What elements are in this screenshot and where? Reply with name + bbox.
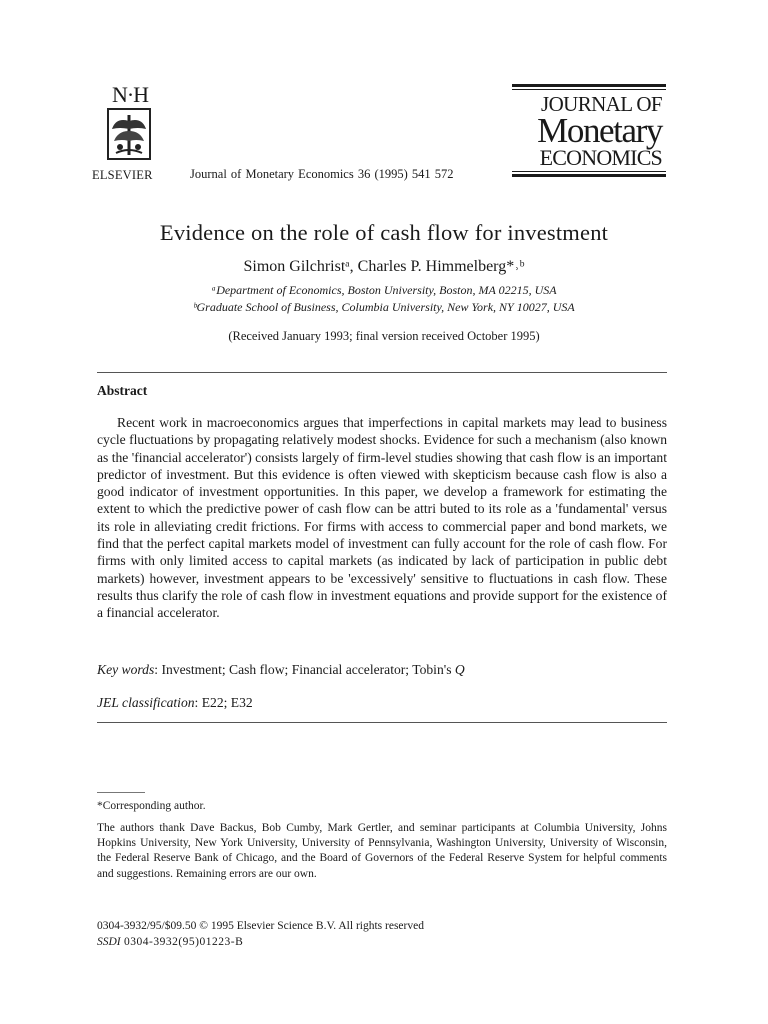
divider-top <box>97 372 667 373</box>
jel-codes: : E22; E32 <box>194 695 253 710</box>
ssdi-line <box>97 936 243 948</box>
journal-brand <box>512 84 666 177</box>
journal-citation: Journal of Monetary Economics 36 (1995) 541 572 <box>190 167 454 181</box>
jel-line <box>97 695 253 711</box>
abstract-body: Recent work in macroeconomics argues that imperfections in capital markets may lead to business cycle fluctuations by propagating relatively modest shocks. Evidence for such a mechanism (also known as the 'financial accelerator') consists largely of firm-level studies showing that cash flow is an important predictor of investment. But this evidence is often viewed with skepticism because cash flow is also a good indicator of investment opportunities. In this paper, we develop a framework for estimating the extent to which the predictive power of cash flow can be attri buted to its role as a 'fundamental' versus its role in alleviating credit frictions. For firms with access to commercial paper and bond markets, we find that the perfect capital markets model of investment can fully account for the role of cash flow. For firms with only limited access to capital markets (as indicated by lack of participation in public debt markets) however, investment appears to be 'excessively' sensitive to fluctuations in cash flow. These results thus clarify the role of cash flow in investment equations and provide support for the existence of a financial accelerator. <box>97 415 667 621</box>
copyright-line: 0304-3932/95/$09.50 © 1995 Elsevier Science B.V. All rights reserved <box>97 920 424 932</box>
tree-emblem-icon <box>106 107 152 161</box>
footnote-rule <box>97 792 145 793</box>
brand-line-economics: ECONOMICS <box>539 145 662 170</box>
jel-label: JEL classification <box>97 695 195 710</box>
brand-rule-bottom-thin <box>512 171 666 172</box>
brand-line-monetary: Monetary <box>537 111 662 150</box>
affiliation-columbia: ᵇGraduate School of Business, Columbia University, New York, NY 10027, USA <box>193 300 575 314</box>
brand-line-journal-of: JOURNAL OF <box>541 92 662 116</box>
keywords-q: Q <box>454 662 465 677</box>
brand-rule-top-thin <box>512 89 666 90</box>
received-dates: (Received January 1993; final version received October 1995) <box>228 329 540 343</box>
divider-bottom <box>97 722 667 723</box>
footnote-corresponding: *Corresponding author. <box>97 800 206 812</box>
author-line: Simon Gilchristᵃ, Charles P. Himmelberg*˒ᵇ <box>243 258 525 275</box>
affiliation-boston: ᵃDepartment of Economics, Boston University, Boston, MA 02215, USA <box>211 283 557 297</box>
brand-rule-bottom <box>512 174 666 177</box>
publisher-logo <box>100 82 160 161</box>
keywords-list: : Investment; Cash flow; Financial accelerator; Tobin's <box>154 662 455 677</box>
ssdi-code: 0304-3932(95)01223-B <box>120 936 244 948</box>
abstract-heading: Abstract <box>97 383 148 398</box>
logo-text: N·H <box>111 82 149 107</box>
publisher-name: ELSEVIER <box>92 168 153 182</box>
footnote-acknowledgement: The authors thank Dave Backus, Bob Cumby, Mark Gertler, and seminar participants at Columbia University, Johns Hopkins University, New York University, University of Pennsylvania, Washington University, University of Wisconsin, the Federal Reserve Bank of Chicago, and the Board of Governors of the Federal Reserve System for helpful comments and suggestions. Remaining errors are our own. <box>97 822 667 880</box>
ssdi-label: SSDI <box>97 936 121 948</box>
article-title: Evidence on the role of cash flow for investment <box>159 220 609 245</box>
keywords-label: Key words <box>97 662 155 677</box>
brand-rule-top <box>512 84 666 87</box>
keywords-line <box>97 662 465 678</box>
